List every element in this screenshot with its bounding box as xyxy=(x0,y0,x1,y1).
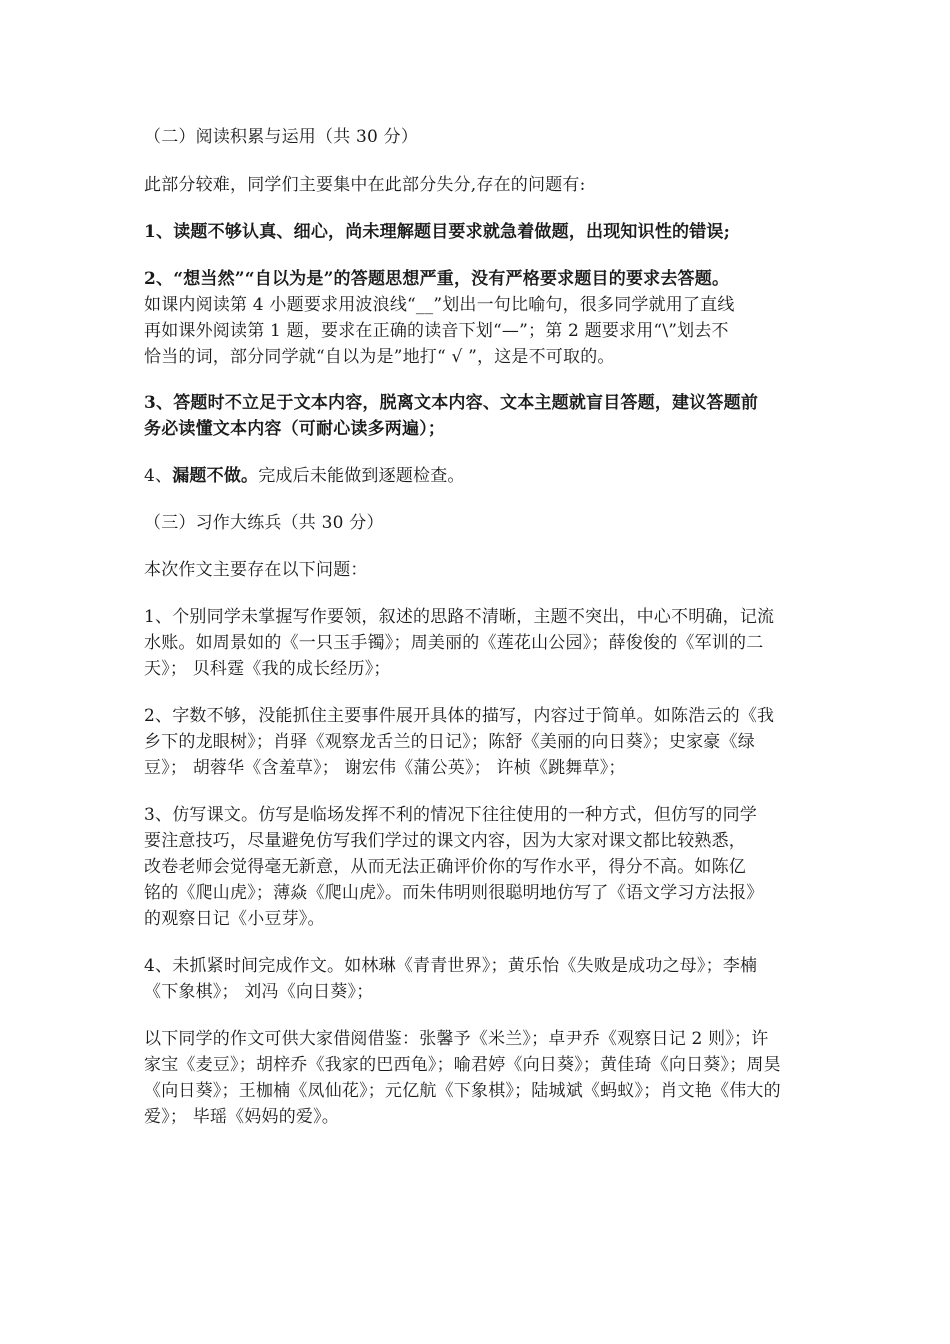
writing-problem-3-line-1: 3、仿写课文。仿写是临场发挥不利的情况下往往使用的一种方式，但仿写的同学 xyxy=(144,805,758,825)
reading-problem-2-line-4: 恰当的词，部分同学就“自以为是”地打“ √ ”，这是不可取的。 xyxy=(144,347,615,367)
reading-intro: 此部分较难，同学们主要集中在此部分失分,存在的问题有: xyxy=(144,175,586,195)
reading-problem-2-line-2: 如课内阅读第 4 小题要求用波浪线“__”划出一句比喻句，很多同学就用了直线 xyxy=(144,295,735,315)
writing-problem-1-line-3: 天》； 贝科霆《我的成长经历》； xyxy=(144,659,391,679)
writing-problem-3-line-5: 的观察日记《小豆芽》。 xyxy=(144,909,325,929)
writing-problem-3-line-3: 改卷老师会觉得毫无新意，从而无法正确评价你的写作水平，得分不高。如陈亿 xyxy=(144,857,746,877)
recommended-line-1: 以下同学的作文可供大家借阅借鉴：张馨予《米兰》；卓尹乔《观察日记 2 则》；许 xyxy=(144,1029,769,1049)
section-heading-reading: （二）阅读积累与运用（共 30 分） xyxy=(144,127,419,147)
writing-problem-2-line-2: 乡下的龙眼树》；肖驿《观察龙舌兰的日记》；陈舒《美丽的向日葵》；史家豪《绿 xyxy=(144,732,755,752)
writing-intro: 本次作文主要存在以下问题： xyxy=(144,560,368,580)
reading-problem-2-line-3: 再如课外阅读第 1 题，要求在正确的读音下划“—”；第 2 题要求用“\”划去不 xyxy=(144,321,729,341)
reading-problem-3-line-1: 3、答题时不立足于文本内容，脱离文本内容、文本主题就盲目答题，建议答题前 xyxy=(144,393,759,413)
writing-problem-1-line-2: 水账。如周景如的《一只玉手镯》；周美丽的《莲花山公园》；薛俊俊的《军训的二 xyxy=(144,633,764,653)
recommended-line-2: 家宝《麦豆》；胡梓乔《我家的巴西龟》；喻君婷《向日葵》；黄佳琦《向日葵》；周昊 xyxy=(144,1055,781,1075)
writing-problem-1-line-1: 1、个别同学未掌握写作要领，叙述的思路不清晰，主题不突出，中心不明确，记流 xyxy=(144,607,775,627)
recommended-line-4: 爱》； 毕瑶《妈妈的爱》。 xyxy=(144,1107,340,1127)
writing-problem-2-line-3: 豆》； 胡蓉华《含羞草》； 谢宏伟《蒲公英》； 许桢《跳舞草》； xyxy=(144,758,626,778)
writing-problem-3-line-2: 要注意技巧，尽量避免仿写我们学过的课文内容，因为大家对课文都比较熟悉， xyxy=(144,831,746,851)
reading-problem-4-rest: 完成后未能做到逐题检查。 xyxy=(258,466,465,486)
writing-problem-4-line-1: 4、未抓紧时间完成作文。如林琳《青青世界》；黄乐怡《失败是成功之母》；李楠 xyxy=(144,956,758,976)
reading-problem-1: 1、读题不够认真、细心，尚未理解题目要求就急着做题，出现知识性的错误; xyxy=(144,222,731,242)
reading-problem-3-line-2: 务必读懂文本内容（可耐心读多两遍）； xyxy=(144,419,446,439)
recommended-line-3: 《向日葵》；王枷楠《凤仙花》；元亿航《下象棋》；陆城斌《蚂蚁》；肖文艳《伟大的 xyxy=(144,1081,781,1101)
reading-problem-2-line-1: 2、“想当然”“自以为是”的答题思想严重，没有严格要求题目的要求去答题。 xyxy=(144,269,730,289)
reading-problem-4 xyxy=(144,463,465,489)
writing-problem-3-line-4: 铭的《爬山虎》；薄焱《爬山虎》。而朱伟明则很聪明地仿写了《语文学习方法报》 xyxy=(144,883,764,903)
writing-problem-2-line-1: 2、字数不够，没能抓住主要事件展开具体的描写，内容过于简单。如陈浩云的《我 xyxy=(144,706,775,726)
reading-problem-4-bold: 漏题不做。 xyxy=(172,466,259,486)
section-heading-writing: （三）习作大练兵（共 30 分） xyxy=(144,513,384,533)
reading-problem-4-number: 4、 xyxy=(144,466,173,486)
writing-problem-4-line-2: 《下象棋》； 刘冯《向日葵》； xyxy=(144,982,374,1002)
